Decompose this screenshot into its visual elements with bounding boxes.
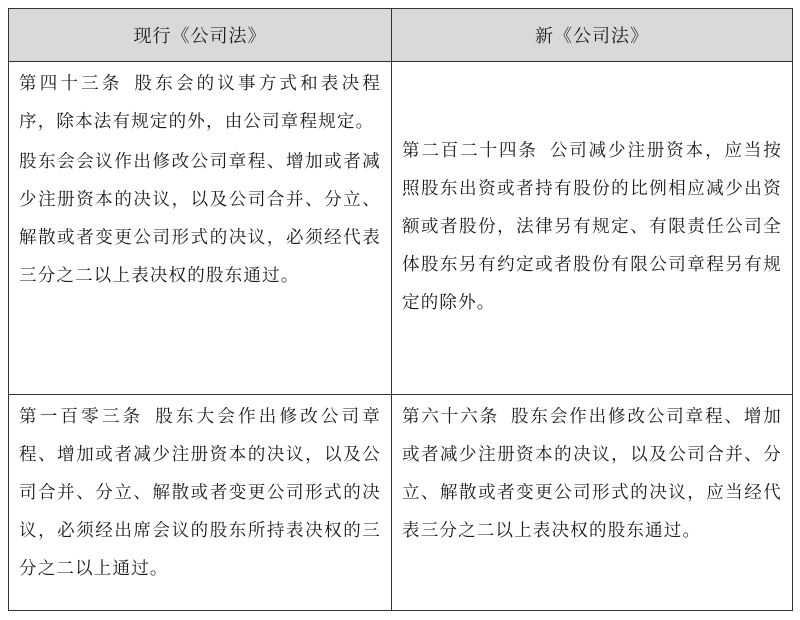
- header-row: [9, 9, 793, 62]
- header-new-law: 新《公司法》: [392, 9, 793, 62]
- cell-current-law: [9, 62, 392, 395]
- article-number: 第二百二十四条: [402, 140, 538, 161]
- article-paragraph: [402, 132, 782, 322]
- cell-current-law: [9, 395, 392, 611]
- table-row: [9, 62, 793, 395]
- table-row: [9, 395, 793, 611]
- cell-new-law: [392, 62, 793, 395]
- article-text: 公司减少注册资本，应当按照股东出资或者持有股份的比例相应减少出资额或者股份，法律另有规定、有限责任公司全体股东另有约定或者股份有限公司章程另有规定的除外。: [402, 140, 782, 313]
- article-paragraph: [19, 398, 381, 588]
- article-number: 第四十三条: [19, 74, 123, 94]
- comparison-table: [8, 8, 793, 611]
- article-paragraph: [402, 398, 782, 550]
- article-text: 股东会的议事方式和表决程序，除本法有规定的外，由公司章程规定。: [19, 74, 381, 132]
- article-text: 股东会作出修改公司章程、增加或者减少注册资本的决议，以及公司合并、分立、解散或者变更公司形式的决议，应当经代表三分之二以上表决权的股东通过。: [402, 407, 782, 541]
- cell-new-law: [392, 395, 793, 611]
- article-paragraph: [19, 143, 381, 295]
- article-text: 股东大会作出修改公司章程、增加或者减少注册资本的决议，以及公司合并、分立、解散或者变更公司形式的决议，必须经出席会议的股东所持表决权的三分之二以上通过。: [19, 407, 382, 579]
- header-current-law: 现行《公司法》: [9, 9, 392, 62]
- article-number: 第六十六条: [402, 407, 500, 427]
- article-number: 第一百零三条: [19, 407, 144, 427]
- article-text: 股东会会议作出修改公司章程、增加或者减少注册资本的决议，以及公司合并、分立、解散或者变更公司形式的决议，必须经代表三分之二以上表决权的股东通过。: [19, 152, 381, 286]
- article-paragraph: [19, 65, 381, 141]
